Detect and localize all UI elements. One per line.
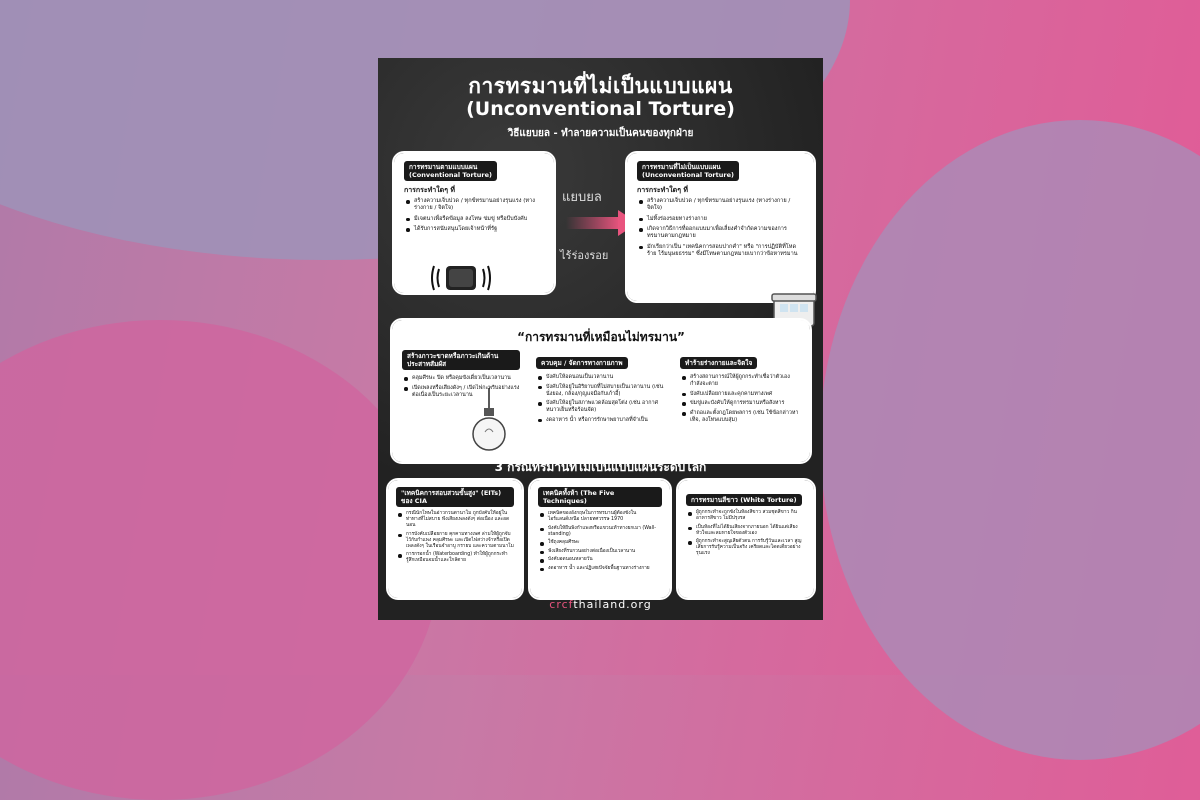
physical-control-column xyxy=(536,350,664,427)
column-tag: ทำร้ายร่างกายและจิตใจ xyxy=(680,357,757,369)
list-item: บังคับอดนอนหลายวัน xyxy=(548,557,662,563)
list-item: ผู้ถูกกระทำจะถูกขังในห้องสีขาว สวมชุดสีขาว กินอาหารสีขาว ไม่มีปรุงรส xyxy=(696,510,806,522)
list-item: ผู้ถูกกระทำจะสูญเสียตัวตน การรับรู้วันและเวลา สูญเสียการรับรู้ความเป็นจริง เครียดและโดดเดี่ยวอย่างรุนแรง xyxy=(696,539,806,557)
list-item: บังคับให้อยู่ในสภาพแวดล้อมสุดโต่ง (เช่น อากาศหนาวเย็นหรือร้อนจัด) xyxy=(546,400,664,414)
list-item: กรณีนักโทษในอ่าวกวนตานาโม ถูกบังคับให้อยู่ในท่าทางที่ไม่สบาย ฟังเสียงเพลงดังๆ ต่อเนื่อง และอดนอน xyxy=(406,511,514,529)
list-item: มักเรียกว่าเป็น "เทคนิคการสอบปากคำ" หรือ "การปฏิบัติที่โหดร้าย ไร้มนุษยธรรม" ซึ่งมีโทษตามกฎหมายเบากว่าข้อหาทรมาน xyxy=(647,244,804,258)
case-tag: "เทคนิคการสอบสวนขั้นสูง" (EITs) ของ CIA xyxy=(396,487,514,507)
list-item: สร้างความเจ็บปวด / ทุกข์ทรมานอย่างรุนแรง (ทางร่างกาย / จิตใจ) xyxy=(647,198,804,212)
list-item: มีเจตนาเพื่อรีดข้อมูล ลงโทษ ข่มขู่ หรือบีบบังคับ xyxy=(414,216,544,223)
list-item: การกรอกน้ำ (Waterboarding) ทำให้ผู้ถูกกระทำรู้สึกเหมือนจมน้ำและใกล้ตาย xyxy=(406,552,514,564)
poster-subtitle: วิธีแยบยล - ทำลายความเป็นคนของทุกฝ่าย xyxy=(507,128,694,139)
speaker-icon xyxy=(430,258,492,298)
list-item: ฟังเสียงที่รบกวนอย่างต่อเนื่องเป็นเวลานาน xyxy=(548,549,662,555)
list-item: งดอาหาร น้ำ และปฏิเสธปัจจัยพื้นฐานทางร่างกาย xyxy=(548,566,662,572)
background-shape xyxy=(0,320,440,800)
case-card-five-techniques xyxy=(530,480,670,598)
harm-column xyxy=(680,350,802,427)
list-item: เปิดเพลงหรือเสียงดังๆ / เปิดไฟกะพริบอย่างแรงต่อเนื่องเป็นระยะเวลานาน xyxy=(412,385,520,398)
infographic-poster xyxy=(378,58,823,620)
unconventional-tag-thai: การทรมานที่ไม่เป็นแบบแผน xyxy=(642,163,721,171)
list-item: ได้รับการสนับสนุนโดยเจ้าหน้าที่รัฐ xyxy=(414,226,544,233)
conventional-tag xyxy=(404,161,497,181)
conventional-tag-english: (Conventional Torture) xyxy=(409,171,492,180)
footer-domain: thailand.org xyxy=(573,598,652,611)
case-card-white-torture xyxy=(678,480,814,598)
conventional-label: การกระทำใดๆ ที่ xyxy=(404,186,456,195)
subtle-word: แยบยล xyxy=(562,190,602,205)
list-item: บังคับเปลือยกายและคุกคามทางเพศ xyxy=(690,391,802,398)
list-item: การบังคับเปลือยกาย คุกคามทางเพศ ล่ามให้ผู้ถูกจับไว้กับกำแพง คลุมศีรษะ และเปิดไฟสว่างจ้าหรือเปิดเพลงดังๆ ในเรือนจำอาบู กรายบ และความตามนาโม xyxy=(406,531,514,549)
list-item: เป็นห้องที่ไม่ได้ยินเสียงจากภายนอก ได้ยินแต่เสียงหัวใจและลมหายใจของตัวเอง xyxy=(696,525,806,537)
unconventional-tag xyxy=(637,161,739,181)
section-title: “การทรมานที่เหมือนไม่ทรมาน” xyxy=(517,330,685,344)
unconventional-tag-english: (Unconventional Torture) xyxy=(642,171,734,180)
list-item: งดอาหาร น้ำ หรือการรักษาพยาบาลที่จำเป็น xyxy=(546,417,664,424)
list-item: ใช้ถุงคลุมศีรษะ xyxy=(548,540,662,546)
poster-title-thai: การทรมานที่ไม่เป็นแบบแผน xyxy=(468,74,733,98)
column-tag: สร้างภาวะขาดหรือภาวะเกินด้านประสาทสัมผัส xyxy=(402,350,520,370)
footer-website xyxy=(378,598,823,611)
list-item: ข่มขู่และบังคับให้ดูการทรมานหรือสังหาร xyxy=(690,400,802,407)
list-item: บังคับให้อยู่ในอิริยาบถที่ไม่สบายเป็นเวลานาน (เช่น นั่งยอง, กล้อง/กุญแจมือกับเก้าอี้) xyxy=(546,383,664,397)
unconventional-torture-card xyxy=(627,153,814,301)
list-item: ไม่ทิ้งร่องรอยทางร่างกาย xyxy=(647,216,804,223)
list-item: คลุมศีรษะ ปิด หรือคุมขังเดี่ยวเป็นเวลานาน xyxy=(412,375,520,382)
conventional-tag-thai: การทรมานตามแบบแผน xyxy=(409,163,478,171)
footer-brand: crcf xyxy=(549,598,574,611)
list-item: บังคับให้ยืนพิงกำแพงหรือแขวนเท้าทางยกเมา (Wall-standing) xyxy=(548,526,662,538)
traceless-word: ไร้ร่องรอย xyxy=(560,249,609,262)
list-item: สร้างสถานการณ์ให้ผู้ถูกกระทำเชื่อว่าตัวเองกำลังจะตาย xyxy=(690,374,802,388)
light-bulb-icon xyxy=(470,388,508,456)
background-shape xyxy=(820,120,1200,760)
poster-title-english: (Unconventional Torture) xyxy=(466,98,735,120)
case-tag: เทคนิคทั้งห้า (The Five Techniques) xyxy=(538,487,662,507)
list-item: บังคับให้อดนอนเป็นเวลานาน xyxy=(546,374,664,381)
unconventional-label: การกระทำใดๆ ที่ xyxy=(637,186,689,195)
list-item: เทคนิคของอังกฤษในการทรมานผู้ต้องขังในไอร์แลนด์เหนือ ปลายทศวรรษ 1970 xyxy=(548,511,662,523)
list-item: สร้างความเจ็บปวด / ทุกข์ทรมานอย่างรุนแรง (ทางร่างกาย / จิตใจ) xyxy=(414,198,544,212)
column-tag: ควบคุม / จัดการทางกายภาพ xyxy=(536,357,628,369)
case-card-cia xyxy=(388,480,522,598)
seemingly-not-torture-card xyxy=(392,320,810,462)
list-item: เกิดจากวิธีการที่ออกแบบมาเพื่อเลี่ยงคำจำกัดความของการทรมานตามกฎหมาย xyxy=(647,226,804,240)
list-item: ดำถอและตั้งกฎโดยพลการ (เช่น ใช้ข้อกล่าวหาเท็จ, ลงโทษแบบสุ่ม) xyxy=(690,410,802,424)
case-tag: การทรมานสีขาว (White Torture) xyxy=(686,494,802,506)
global-cases-title: 3 กรณีทรมานที่ไม่เป็นแบบแผนระดับโลก xyxy=(494,460,707,474)
